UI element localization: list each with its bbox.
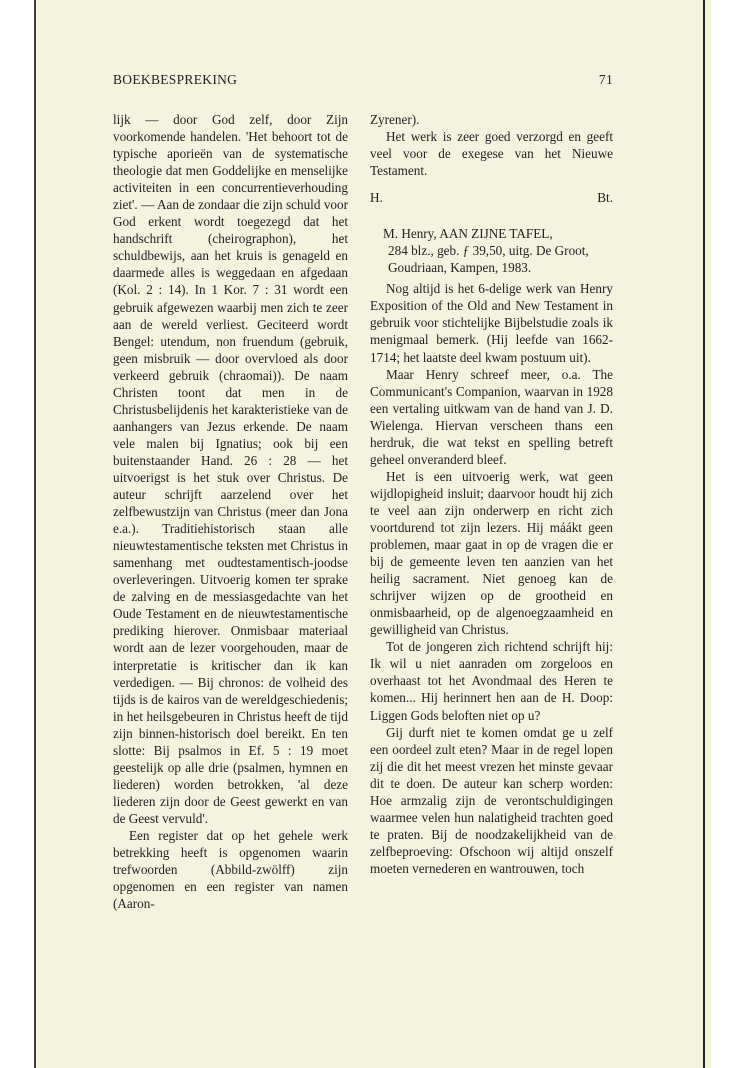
review-paragraph: Tot de jongeren zich richtend schrijft hij: Ik wil u niet aanraden om zorgeloos en overhaast tot het Avondmaal des Heren te komen... Hij herinnert hen aan de H. Doop: Liggen Gods beloften niet op u? [370, 639, 613, 723]
review-paragraph: Het is een uitvoerig werk, wat geen wijdlopigheid insluit; daarvoor houdt hij zich te veel aan zijn onderwerp en richt zich voortdurend tot zijn lezers. Hij máákt geen problemen, maar gaat in op de vragen die er bij de gemeente leven ten aanzien van het heilig sacrament. Niet genoeg kan de schrijver wijzen op de grootheid en onmisbaarheid, op de algenoegzaamheid en gewilligheid van Christus. [370, 468, 613, 638]
book-author: M. Henry, [383, 226, 440, 242]
left-column [113, 111, 348, 912]
right-column [370, 111, 613, 877]
signature-initial: H. [370, 190, 383, 206]
review-paragraph: Maar Henry schreef meer, o.a. The Communicant's Companion, waarvan in 1928 een vertaling uitkwam van de hand van J. D. Wielenga. Hiervan verscheen thans een herdruk, die wat tekst en spelling betreft geheel onveranderd bleef. [370, 366, 613, 467]
section-title: BOEKBESPREKING [113, 72, 238, 87]
review-paragraph: Een register dat op het gehele werk betrekking heeft is opgenomen waarin trefwoorden (Abbild-zwölff) zijn opgenomen en een register van namen (Aaron- [113, 827, 348, 912]
review-paragraph: Nog altijd is het 6-delige werk van Henry Exposition of the Old and New Testament in gebruik voor stichtelijke Bijbelstudie zoals ik menigmaal bemerk. (Hij leefde van 1662-1714; het laatste deel kwam postuum uit). [370, 281, 613, 365]
review-paragraph: Gij durft niet te komen omdat ge u zelf een oordeel zult eten? Maar in de regel lopen zij die dit het meest vrezen het minste gevaar dit te doen. De auteur kan scherp worden: Hoe armzalig zijn de verontschuldigingen waarmee velen hun nalatigheid trachten goed te praten. Bij de noodzakelijkheid van de zelfbeproeving: Ofschoon wij altijd onszelf moeten vernederen en wantrouwen, toch [370, 724, 613, 876]
book-details: 284 blz., geb. ƒ 39,50, uitg. De Groot, Goudriaan, Kampen, 1983. [388, 243, 589, 276]
page-number: 71 [598, 72, 613, 87]
book-title: AAN ZIJNE TAFEL, [439, 226, 553, 242]
binding-edge [34, 0, 36, 1068]
review-paragraph: Het werk is zeer goed verzorgd en geeft veel voor de exegese van het Nieuwe Testament. [370, 129, 613, 179]
signature-initials: Bt. [597, 190, 613, 206]
continuation-text: Zyrener). [370, 112, 420, 127]
review-paragraph: lijk — door God zelf, door Zijn voorkomende handelen. 'Het behoort tot de typische aporieën van de systematische theologie dat men Goddelijke en menselijke activiteiten in een concurrentieverhouding ziet'. — Aan de zondaar die zijn schuld voor God erkent wordt toegezegd dat het handschrift (cheirographon), het schuldbewijs, aan het kruis is genageld en daarmede alles is weggedaan en afgedaan (Kol. 2 : 14). In 1 Kor. 7 : 31 wordt een gebruik afgewezen waarbij men zich te zeer aan de wereld verliest. Geciteerd wordt Bengel: utendum, non fruendum (gebruik, geen misbruik — door overvloed als door verkeerd gebruik (chraomai)). De naam Christen toont dat men in de Christusbelijdenis het karakteristieke van de aanhangers van Jezus erkende. De naam vele malen bij Ignatius; ook bij een buitenstaander Hand. 26 : 28 — het uitvoerigst is het stuk over Christus. De auteur schrijft aarzelend over het zelfbewustzijn van Christus (meer dan Jona e.a.). Traditiehistorisch staan alle nieuwtestamentische teksten met Christus in samenhang met oudtestamentisch-joodse overleveringen. Uitvoerig komen ter sprake de zalving en de messiasgedachte van het Oude Testament en de nieuwtestamentische prediking hierover. Onmisbaar materiaal wordt aan de lezer voorgehouden, maar de interpretatie is kritischer dan ik kan verdedigen. — Bij chronos: de volheid des tijds is de kairos van de wereldgeschiedenis; in het heilsgebeuren in Christus heeft de tijd zijn binnen-historisch doel bereikt. En ten slotte: Bij psalmos in Ef. 5 : 19 moet geestelijk op alle drie (psalmen, hymnen en liederen) worden betrokken, 'al deze liederen zijn door de Geest gewerkt en van de Geest vervuld'. [113, 112, 348, 826]
page-edge [703, 0, 705, 1068]
book-reference [370, 225, 613, 276]
reviewer-signature [370, 189, 613, 206]
